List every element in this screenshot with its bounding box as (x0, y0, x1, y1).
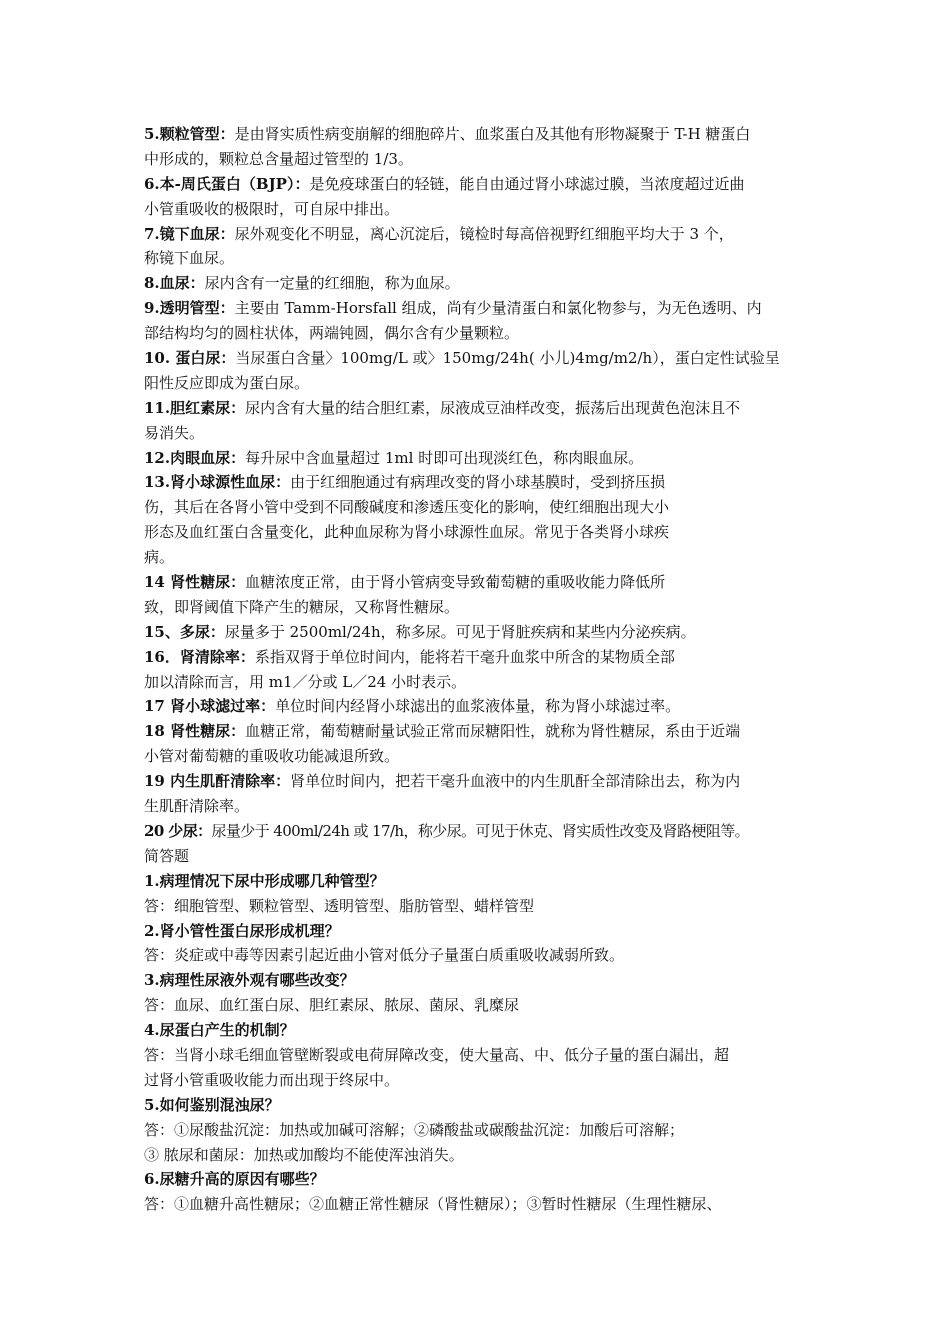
line-text: 每升尿中含血量超过 1ml 时即可出现淡红色，称肉眼血尿。 (245, 448, 644, 467)
line-text: 小管重吸收的极限时，可自尿中排出。 (144, 199, 400, 218)
text-line (144, 222, 824, 247)
text-line (144, 371, 824, 396)
term-label: 14 肾性糖尿： (144, 573, 246, 592)
text-line (144, 520, 824, 545)
term-label: 15、多尿： (144, 622, 225, 641)
term-label: 20 少尿： (144, 821, 212, 840)
text-line (144, 869, 824, 894)
line-text: 生肌酐清除率。 (144, 797, 250, 816)
line-text: 答：细胞管型、颗粒管型、透明管型、脂肪管型、蜡样管型 (144, 896, 535, 915)
text-line (144, 495, 824, 520)
line-text: 肾单位时间内，把若干毫升血液中的内生肌酐全部清除出去，称为内 (290, 772, 741, 791)
line-text: 中形成的，颗粒总含量超过管型的 1/3。 (144, 149, 413, 168)
line-text: 答：炎症或中毒等因素引起近曲小管对低分子量蛋白质重吸收减弱所致。 (144, 946, 625, 965)
text-line (144, 744, 824, 769)
text-line (144, 1143, 824, 1168)
text-line (144, 172, 824, 197)
line-text: 加以清除而言，用 m1／分或 L／24 小时表示。 (144, 672, 467, 691)
line-text: 阳性反应即成为蛋白尿。 (144, 373, 310, 392)
term-label: 18 肾性糖尿： (144, 722, 246, 741)
text-line (144, 595, 824, 620)
line-text: 是免疫球蛋白的轻链，能自由通过肾小球滤过膜，当浓度超过近曲 (309, 174, 745, 193)
text-line (144, 670, 824, 695)
line-text: 简答题 (144, 846, 190, 865)
text-line (144, 1192, 824, 1217)
line-text: 过肾小管重吸收能力而出现于终尿中。 (144, 1070, 400, 1089)
text-line (144, 694, 824, 719)
text-line (144, 1043, 824, 1068)
line-text: 当尿蛋白含量〉100mg/L 或〉150mg/24h( 小儿)4mg/m2/h），蛋白定性试验呈 (235, 349, 780, 368)
line-text: 尿内含有大量的结合胆红素，尿液成豆油样改变，振荡后出现黄色泡沫且不 (245, 398, 741, 417)
line-text: 答：当肾小球毛细血管壁断裂或电荷屏障改变，使大量高、中、低分子量的蛋白漏出，超 (144, 1045, 730, 1064)
line-text: 形态及血红蛋白含量变化，此种血尿称为肾小球源性血尿。常见于各类肾小球疾 (144, 523, 670, 542)
line-text: 单位时间内经肾小球滤出的血浆液体量，称为肾小球滤过率。 (275, 697, 681, 716)
term-label: 5.颗粒管型： (144, 125, 235, 143)
line-text: 血糖浓度正常，由于肾小管病变导致葡萄糖的重吸收能力降低所 (245, 573, 666, 592)
term-label: 11.胆红素尿： (144, 398, 246, 417)
term-label: 17 肾小球滤过率： (144, 697, 276, 716)
text-line (144, 545, 824, 570)
text-line (144, 968, 824, 993)
text-line (144, 943, 824, 968)
text-line (144, 421, 824, 446)
line-text: 部结构均匀的圆柱状体，两端钝圆，偶尔含有少量颗粒。 (144, 324, 520, 343)
text-line (144, 470, 824, 495)
term-label: 8.血尿： (144, 274, 205, 293)
text-line (144, 1018, 824, 1043)
term-label: 2.肾小管性蛋白尿形成机理？ (144, 921, 340, 940)
line-text: 伤，其后在各肾小管中受到不同酸碱度和渗透压变化的影响，使红细胞出现大小 (144, 498, 670, 517)
line-text: 致，即肾阈值下降产生的糖尿，又称肾性糖尿。 (144, 597, 460, 616)
term-label: 12.肉眼血尿： (144, 448, 246, 467)
line-text: 答：①尿酸盐沉淀：加热或加碱可溶解；②磷酸盐或碳酸盐沉淀：加酸后可溶解； (144, 1120, 685, 1139)
line-text: 系指双肾于单位时间内，能将若干毫升血浆中所含的某物质全部 (254, 647, 675, 666)
text-line (144, 147, 824, 172)
text-line (144, 197, 824, 222)
term-label: 16．肾清除率： (144, 647, 255, 666)
line-text: 是由肾实质性病变崩解的细胞碎片、血浆蛋白及其他有形物凝聚于 T-H 糖蛋白 (234, 125, 751, 143)
line-text: 尿量少于 400ml/24h 或 17/h，称少尿。可见于休克、肾实质性改变及肾路梗阻等。 (211, 821, 750, 840)
text-line (144, 321, 824, 346)
line-text: 称镜下血尿。 (144, 249, 235, 268)
text-line (144, 645, 824, 670)
line-text: 病。 (144, 548, 175, 567)
text-line (144, 894, 824, 919)
line-text: 答：血尿、血红蛋白尿、胆红素尿、脓尿、菌尿、乳糜尿 (144, 996, 520, 1015)
line-text: 由于红细胞通过有病理改变的肾小球基膜时，受到挤压损 (290, 473, 666, 492)
term-label: 3.病理性尿液外观有哪些改变？ (144, 971, 355, 990)
term-label: 10. 蛋白尿： (144, 349, 236, 368)
text-line (144, 1167, 824, 1192)
text-line (144, 620, 824, 645)
text-line (144, 794, 824, 819)
text-line (144, 844, 824, 869)
term-label: 6.尿糖升高的原因有哪些？ (144, 1170, 325, 1189)
line-text: 尿外观变化不明显，离心沉淀后，镜检时每高倍视野红细胞平均大于 3 个， (234, 224, 734, 243)
text-line (144, 122, 824, 147)
line-text: 主要由 Tamm-Horsfall 组成，尚有少量清蛋白和氯化物参与，为无色透明、内 (234, 299, 762, 318)
text-line (144, 570, 824, 595)
line-text: 血糖正常，葡萄糖耐量试验正常而尿糖阳性，就称为肾性糖尿，系由于近端 (245, 722, 741, 741)
line-text: 答：①血糖升高性糖尿；②血糖正常性糖尿（肾性糖尿）；③暂时性糖尿（生理性糖尿、 (144, 1195, 722, 1214)
term-label: 13.肾小球源性血尿： (144, 473, 291, 492)
text-line (144, 446, 824, 471)
text-line (144, 819, 824, 844)
line-text: ③ 脓尿和菌尿：加热或加酸均不能使浑浊消失。 (144, 1145, 464, 1164)
text-line (144, 1068, 824, 1093)
term-label: 6.本-周氏蛋白（BJP）： (144, 174, 310, 193)
text-line (144, 346, 824, 371)
text-line (144, 993, 824, 1018)
term-label: 1.病理情况下尿中形成哪几种管型？ (144, 871, 385, 890)
term-label: 5.如何鉴别混浊尿？ (144, 1095, 280, 1114)
term-label: 4.尿蛋白产生的机制？ (144, 1021, 295, 1040)
text-line (144, 919, 824, 944)
document-page (144, 122, 824, 1217)
text-line (144, 769, 824, 794)
term-label: 7.镜下血尿： (144, 224, 235, 243)
term-label: 19 内生肌酐清除率： (144, 772, 291, 791)
text-line (144, 1118, 824, 1143)
text-line (144, 719, 824, 744)
text-line (144, 271, 824, 296)
line-text: 尿量多于 2500ml/24h，称多尿。可见于肾脏疾病和某些内分泌疾病。 (224, 622, 696, 641)
text-line (144, 296, 824, 321)
line-text: 易消失。 (144, 423, 205, 442)
text-line (144, 246, 824, 271)
line-text: 尿内含有一定量的红细胞，称为血尿。 (204, 274, 460, 293)
term-label: 9.透明管型： (144, 299, 235, 318)
line-text: 小管对葡萄糖的重吸收功能减退所致。 (144, 747, 400, 766)
text-line (144, 396, 824, 421)
text-line (144, 1093, 824, 1118)
